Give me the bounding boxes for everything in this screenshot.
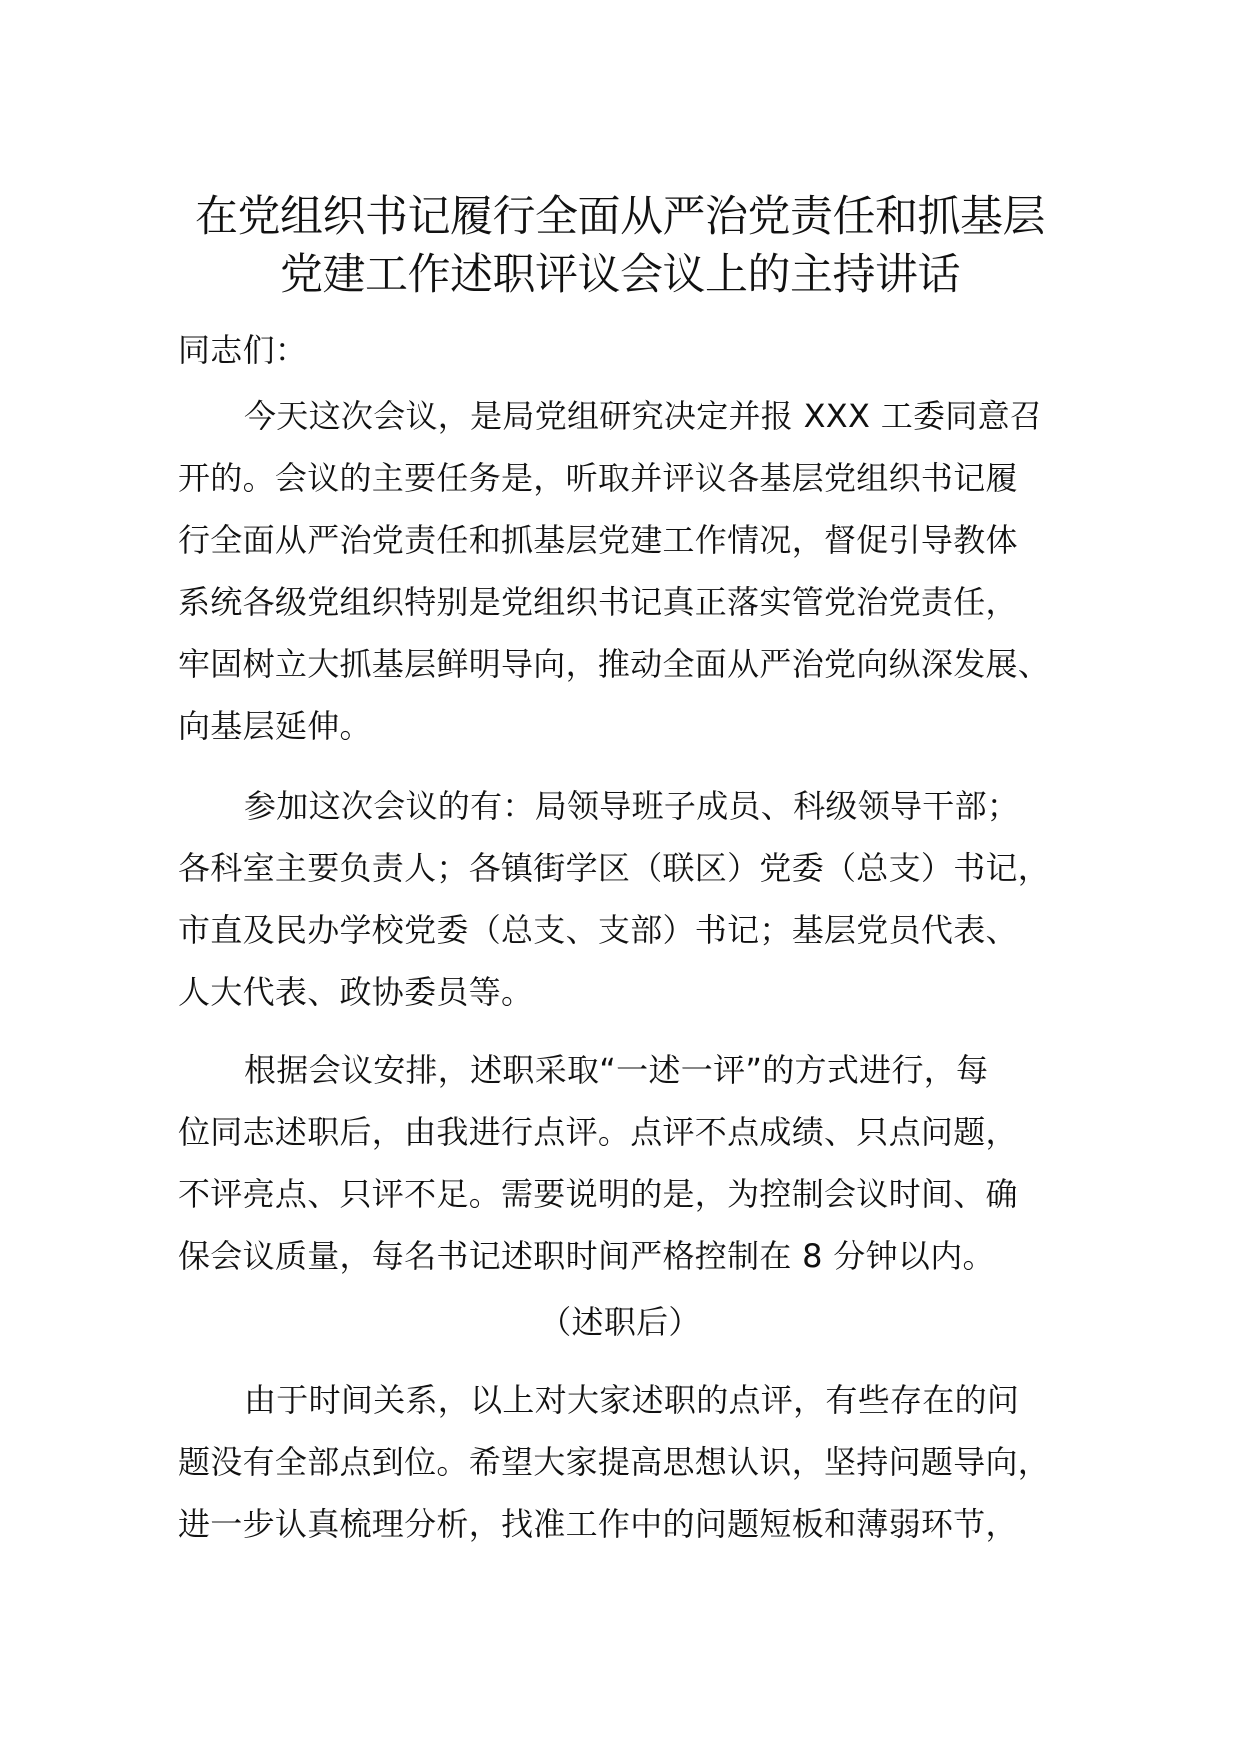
- paragraph-2-line-3: 市直及民办学校党委（总支、支部）书记；基层党员代表、: [178, 911, 1018, 949]
- paragraph-3-line-2: 位同志述职后，由我进行点评。点评不点成绩、只点问题，: [178, 1113, 1018, 1151]
- paragraph-3-line-1: 根据会议安排，述职采取“一述一评”的方式进行，每: [244, 1051, 989, 1089]
- paragraph-2-line-4: 人大代表、政协委员等。: [178, 973, 534, 1011]
- document-title-line-1: 在党组织书记履行全面从严治党责任和抓基层: [195, 192, 1045, 242]
- paragraph-1-line-5: 牢固树立大抓基层鲜明导向，推动全面从严治党向纵深发展、: [178, 645, 1051, 683]
- paragraph-1-line-1: 今天这次会议，是局党组研究决定并报 XXX 工委同意召: [244, 397, 1043, 435]
- paragraph-4-line-1: 由于时间关系，以上对大家述职的点评，有些存在的问: [244, 1381, 1020, 1419]
- paragraph-4-line-3: 进一步认真梳理分析，找准工作中的问题短板和薄弱环节，: [178, 1505, 1018, 1543]
- paragraph-1-line-4: 系统各级党组织特别是党组织书记真正落实管党治党责任，: [178, 583, 1018, 621]
- document-title-line-2: 党建工作述职评议会议上的主持讲话: [280, 250, 960, 300]
- paragraph-2-line-1: 参加这次会议的有：局领导班子成员、科级领导干部；: [244, 787, 1020, 825]
- paragraph-3-line-4: 保会议质量，每名书记述职时间严格控制在 8 分钟以内。: [178, 1237, 995, 1275]
- paragraph-4-line-2: 题没有全部点到位。希望大家提高思想认识，坚持问题导向，: [178, 1443, 1051, 1481]
- paragraph-3-line-3: 不评亮点、只评不足。需要说明的是，为控制会议时间、确: [178, 1175, 1018, 1213]
- stage-note: （述职后）: [539, 1303, 701, 1341]
- paragraph-2-line-2: 各科室主要负责人；各镇街学区（联区）党委（总支）书记，: [178, 849, 1051, 887]
- paragraph-1-line-3: 行全面从严治党责任和抓基层党建工作情况，督促引导教体: [178, 521, 1018, 559]
- salutation: 同志们：: [178, 331, 308, 369]
- paragraph-1-line-2: 开的。会议的主要任务是，听取并评议各基层党组织书记履: [178, 459, 1018, 497]
- paragraph-1-line-6: 向基层延伸。: [178, 707, 372, 745]
